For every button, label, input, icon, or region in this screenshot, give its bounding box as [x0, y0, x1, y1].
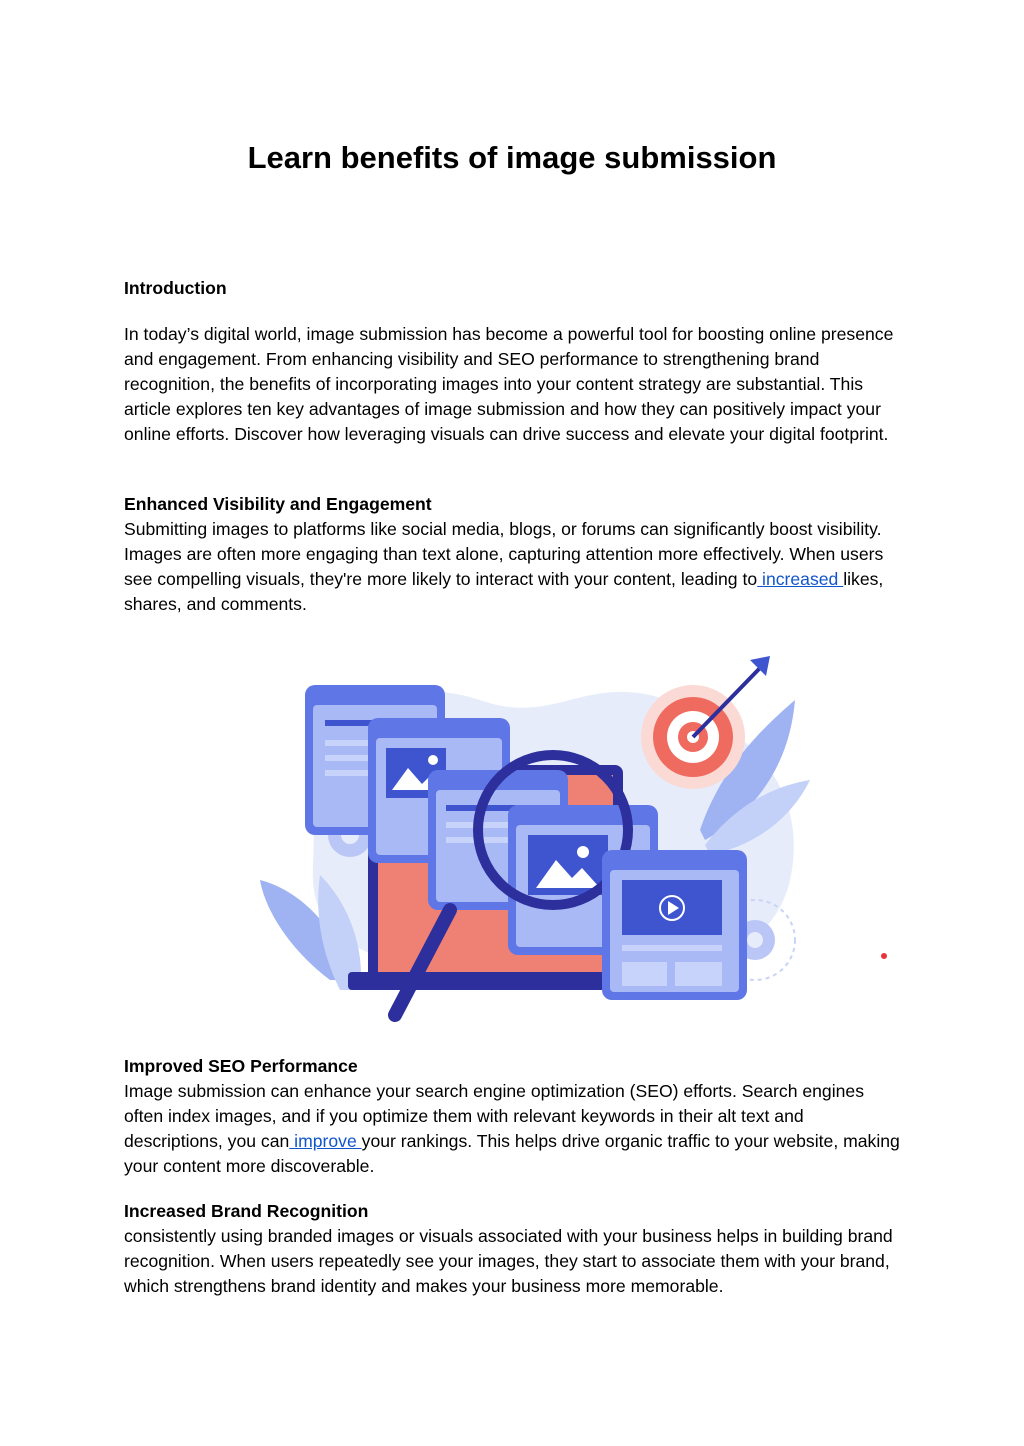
- link-increased[interactable]: increased: [757, 569, 844, 589]
- section-visibility: [124, 492, 904, 617]
- section-body: In today’s digital world, image submission has become a powerful tool for boosting online presence and engagement. From enhancing visibility and SEO performance to strengthening brand recognition, the benefits of incorporating images into your content strategy are substantial. This article explores ten key advantages of image submission and how they can positively impact your online efforts. Discover how leveraging visuals can drive success and elevate your digital footprint.: [124, 324, 894, 444]
- link-improve[interactable]: improve: [289, 1131, 362, 1151]
- section-heading: Improved SEO Performance: [124, 1056, 358, 1076]
- video-window: [602, 850, 747, 1000]
- body-text: Image submission can enhance your search engine optimization (SEO) efforts. Search engines often index images, and if you optimize them with relevant keywords in their alt text and descriptions, you can: [124, 1081, 864, 1151]
- image-submission-illustration: [250, 650, 810, 1030]
- section-body: [124, 517, 904, 617]
- page-title: Learn benefits of image submission: [247, 140, 777, 175]
- section-brand: [124, 1199, 904, 1299]
- body-text: Submitting images to platforms like social media, blogs, or forums can significantly boost visibility. Images are often more engaging than text alone, capturing attention more effectively. When users see compelling visuals, they're more likely to interact with your content, leading to: [124, 519, 884, 589]
- section-body: consistently using branded images or visuals associated with your business helps in building brand recognition. When users repeatedly see your images, they start to associate them with your brand, which strengthens brand identity and makes your business more memorable.: [124, 1226, 893, 1296]
- body-text: your rankings. This helps drive organic traffic to your website, making your content more discoverable.: [124, 1131, 900, 1176]
- section-heading: Enhanced Visibility and Engagement: [124, 494, 432, 514]
- section-body: [124, 1079, 904, 1179]
- section-heading: Introduction: [124, 278, 227, 298]
- decorative-dot: [881, 953, 887, 959]
- section-introduction: [124, 276, 904, 447]
- section-seo: [124, 1054, 904, 1179]
- section-heading: Increased Brand Recognition: [124, 1201, 369, 1221]
- body-text: likes, shares, and comments.: [124, 569, 884, 614]
